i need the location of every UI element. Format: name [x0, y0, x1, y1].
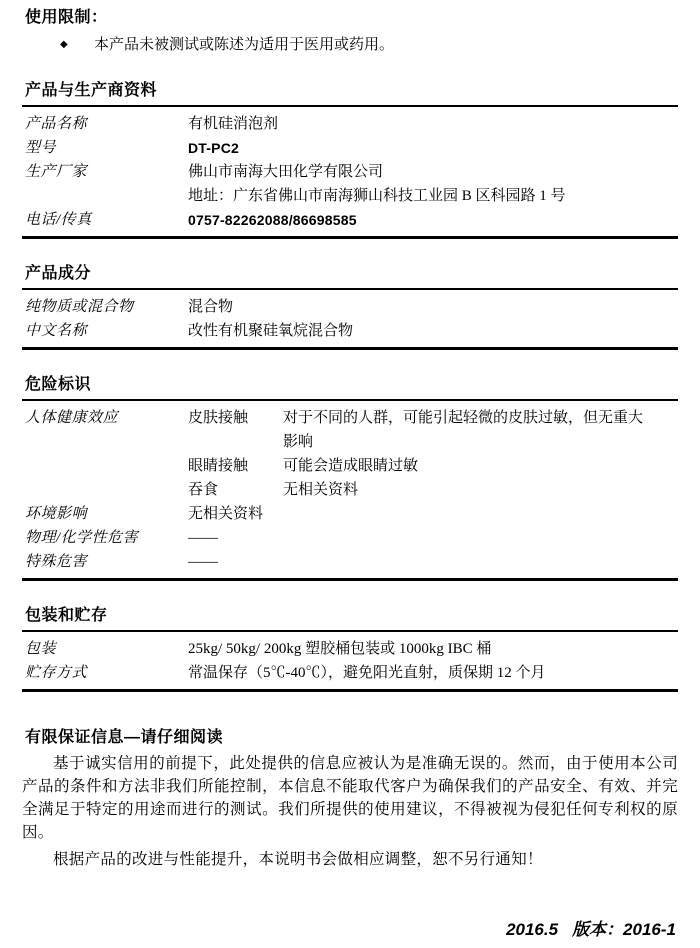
table-row	[22, 295, 678, 319]
row-sublabel: ——	[188, 554, 218, 570]
section-product-info	[22, 81, 678, 239]
row-value: 改性有机聚硅氧烷混合物	[188, 323, 354, 339]
row-label: 电话/传真	[25, 212, 92, 228]
row-label: 人体健康效应	[25, 410, 119, 426]
row-label: 产品名称	[25, 116, 88, 132]
row-value: DT-PC2	[188, 140, 239, 156]
row-sublabel: 吞食	[188, 482, 219, 498]
row-sublabel: 皮肤接触	[188, 410, 249, 426]
row-value: 混合物	[188, 299, 234, 315]
product-info-table	[22, 107, 678, 236]
hazard-heading: 危险标识	[25, 376, 92, 393]
table-row	[22, 454, 678, 478]
row-label: 型号	[25, 140, 57, 156]
usage-restriction-text: 本产品未被测试或陈述为适用于医用或药用。	[94, 37, 395, 53]
row-sublabel: 无相关资料	[188, 506, 264, 522]
row-label: 物理/化学性危害	[25, 530, 139, 546]
row-label: 纯物质或混合物	[25, 299, 134, 315]
row-value: 对于不同的人群，可能引起轻微的皮肤过敏，但无重大影响	[283, 410, 644, 450]
packaging-heading: 包装和贮存	[25, 607, 108, 624]
row-value: 有机硅消泡剂	[188, 116, 279, 132]
row-value: 25kg/ 50kg/ 200kg 塑胶桶包装或 1000kg IBC 桶	[188, 641, 492, 657]
table-row	[22, 502, 678, 526]
product-info-heading: 产品与生产商资料	[25, 82, 158, 99]
section-rule	[22, 236, 678, 239]
section-usage-restriction	[22, 8, 678, 55]
section-rule	[22, 578, 678, 581]
composition-heading: 产品成分	[25, 265, 92, 282]
table-row	[22, 112, 678, 136]
row-sublabel: ——	[188, 530, 218, 546]
warranty-heading: 有限保证信息—请仔细阅读	[25, 729, 224, 746]
row-value: 可能会造成眼睛过敏	[283, 458, 419, 474]
table-row	[22, 319, 678, 343]
warranty-paragraph: 基于诚实信用的前提下，此处提供的信息应被认为是准确无误的。然而，由于使用本公司产品的条件和方法非我们所能控制，本信息不能取代客户为确保我们的产品安全、有效、并完全满足于特定的用途而进行的测试。我们所提供的使用建议，不得被视为侵犯任何专利权的原因。	[22, 755, 678, 841]
table-row	[22, 637, 678, 661]
diamond-bullet-icon: ◆	[60, 39, 68, 50]
row-label: 生产厂家	[25, 164, 88, 180]
section-hazard-identification	[22, 375, 678, 581]
table-row	[22, 208, 678, 232]
footer-date: 2016.5	[506, 920, 559, 939]
table-row	[22, 550, 678, 574]
table-row	[22, 526, 678, 550]
row-label: 特殊危害	[25, 554, 88, 570]
row-value: 0757-82262088/86698585	[188, 212, 357, 228]
row-sublabel: 眼睛接触	[188, 458, 249, 474]
packaging-table	[22, 632, 678, 689]
usage-restriction-item	[22, 35, 678, 55]
row-label: 贮存方式	[25, 665, 88, 681]
footer-version: 版本：2016-1	[572, 920, 676, 939]
table-row	[22, 661, 678, 685]
section-composition	[22, 264, 678, 350]
row-label: 中文名称	[25, 323, 88, 339]
table-row	[22, 478, 678, 502]
usage-restriction-heading: 使用限制：	[25, 9, 108, 26]
row-value: 常温保存（5℃-40℃），避免阳光直射，质保期 12 个月	[188, 665, 546, 681]
section-limited-warranty	[22, 728, 678, 871]
section-rule	[22, 689, 678, 692]
row-label: 环境影响	[25, 506, 88, 522]
row-value: 地址：广东省佛山市南海狮山科技工业园 B 区科园路 1 号	[188, 188, 566, 204]
document-footer	[22, 915, 678, 940]
section-packaging-storage	[22, 606, 678, 692]
warranty-paragraph: 根据产品的改进与性能提升，本说明书会做相应调整，恕不另行通知！	[53, 851, 543, 868]
table-row	[22, 184, 678, 208]
composition-table	[22, 290, 678, 347]
section-rule	[22, 347, 678, 350]
row-label: 包装	[25, 641, 57, 657]
row-value: 佛山市南海大田化学有限公司	[188, 164, 384, 180]
table-row	[22, 136, 678, 160]
table-row	[22, 160, 678, 184]
table-row	[22, 406, 678, 454]
hazard-table	[22, 401, 678, 578]
row-value: 无相关资料	[283, 482, 359, 498]
